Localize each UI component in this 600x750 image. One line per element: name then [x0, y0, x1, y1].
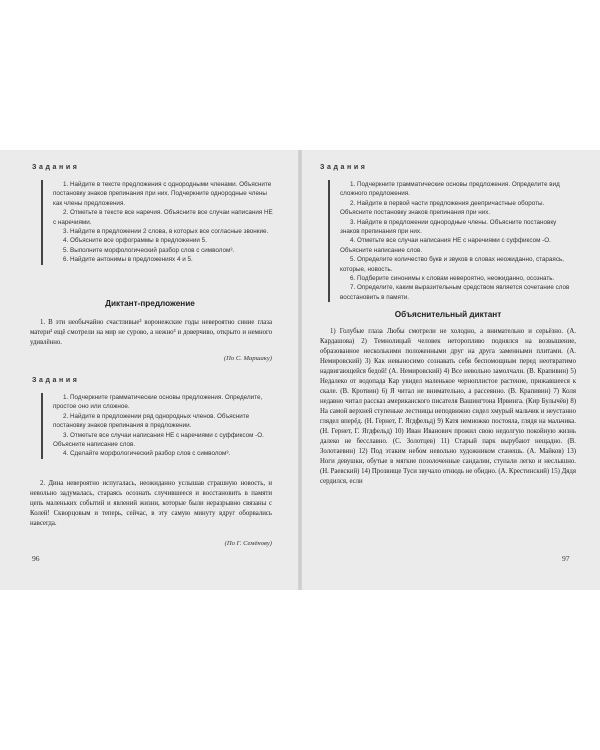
tasks-heading-right: Задания: [320, 164, 368, 171]
task-item: 3. Найдите в предложении однородные члены. Объясните постановку знаков препинания при них.: [340, 218, 557, 236]
task-item: 6. Подберите синонимы к словам невероятно, неожиданно, осознать.: [350, 275, 555, 283]
explanatory-dictation-text: 1) Голубые глаза Любы смотрели не холодно, а внимательно и серьёзно. (А. Кардашова) 2) Темнолицый человек неторопливо поднялся на возвышение, образованное несколькими положенными друг на друга заменными плитами. (А. Немировский) 3) Как невыносимо сознавать себя беспомощным перед неотвратимо надвигающейся бедой! (А. Немировский) 4) Все невольно замолчали. (В. Крапивин) 5) Недалеко от водопада Кар увидел маленькое черноплистое растение, прижавшееся к скале. (В. Кротвин) 6) Я читал не внимательно, а рассеянно. (В. Крапивин) 7) Коля недавно читал рассказ американского писателя Вашингтона Ирвинга. (Кир Булычёв) 8) На самой верхней ступеньке лестницы неподвижно сидел хмурый мальчик и неустанно глядел вперёд. (Н. Гернет, Г. Ягдфельд) 9) Катя немножко постояла, глядя на мальчика. (Н. Гернет, Г. Ягдфельд) 10) Иван Иванович прожил свою недолгую покойную жизнь далеко не бесславно. (С. Золотцев) 11) Старый парк вырубают нещадно. (В. Золотаевин) 12) Под этаким небом невольно художником станешь. (А. Майков) 13) Ноги девушки, обутые в мягкие позолоченные сандалии, ступали легко и неслышно. (Н. Раевский) 14) Прозвище Туси звучало отнюдь не обидно. (А. Крестинский) 15) Дядя сердился, если: [320, 328, 576, 485]
explanatory-dictation-title: Объяснительный диктант: [394, 310, 502, 319]
task-item: 7. Определите, каким выразительным средством является сочетание слов восстановить в памяти.: [340, 284, 570, 301]
dictation-sentence-text: 1. В эти необычайно счастливые³ воронежские годы невероятно синие глаза матери³ ещё смотрели на мир не сурово, а нежно³ и доверчиво, открыто и немного удивлённо.: [30, 319, 272, 346]
task-item: 1. Найдите в тексте предложения с однородными членами. Объясните постановку знаков препинания при них. Подчеркните однородные члены как члены предложения.: [53, 181, 272, 207]
page-number-right: 97: [562, 554, 570, 563]
task-item: 5. Определите количество букв и звуков в словах неожиданно, стараясь, которые, новость.: [340, 256, 565, 273]
tasks-list-2: [41, 393, 273, 459]
right-page: [300, 150, 600, 590]
page-number-left: 96: [32, 554, 40, 563]
author-signature-1: (По С. Маршаку): [223, 355, 272, 362]
task-item: 3. Найдите в предложении 2 слова, в которых все согласные звонкие.: [63, 228, 269, 236]
dictation-sentence-title: Диктант-предложение: [105, 299, 195, 308]
text-2-paragraph: 2. Дина невероятно испугалась, неожиданно услышав страшную новость, и невольно задумалась, стараясь осознать случившееся и восстановить в памяти цепь маленьких событий и явлений жизни, которые были неразрывно связаны с Колей! Скворцовым и теперь, сейчас, в эту самую минуту вдруг оборвались навсегда.: [30, 480, 272, 527]
task-item: 1. Подчеркните грамматические основы предложения. Определите вид сложного предложения.: [340, 181, 560, 198]
task-item: 4. Отметьте все случаи написания НЕ с наречиями с суффиксом -О. Объясните написание слов.: [340, 237, 551, 254]
task-item: 1. Подчеркните грамматические основы предложения. Определите, простое оно или сложное.: [53, 394, 263, 411]
task-item: 2. Найдите в первой части предложения деепричастные обороты. Объясните постановку знаков препинания при них.: [340, 199, 545, 217]
tasks-heading-2: Задания: [32, 377, 80, 384]
task-item: 4. Объясните все орфограммы в предложении 5.: [63, 237, 207, 245]
task-item: 6. Найдите антонимы в предложениях 4 и 5.: [63, 256, 193, 264]
tasks-heading-1: Задания: [32, 164, 80, 171]
book-spread: [0, 150, 600, 590]
task-item: 2. Найдите в предложении ряд однородных членов. Объясните постановку знаков препинания в предложении.: [53, 412, 250, 430]
left-page: [0, 150, 300, 590]
tasks-list-1: [41, 180, 273, 265]
author-signature-2: (По Г. Семёнову): [224, 540, 272, 547]
task-item: 2. Отметьте в тексте все наречия. Объясните все случаи написания НЕ с наречиями.: [53, 209, 273, 226]
tasks-list-right: [328, 180, 575, 302]
task-item: 4. Сделайте морфологический разбор слов с символом³.: [63, 450, 231, 458]
task-item: 5. Выполните морфологический разбор слов с символом³.: [63, 246, 235, 254]
task-item: 3. Отметьте все случаи написания НЕ с наречиями с суффиксом -О. Объясните написание слов.: [53, 431, 264, 449]
